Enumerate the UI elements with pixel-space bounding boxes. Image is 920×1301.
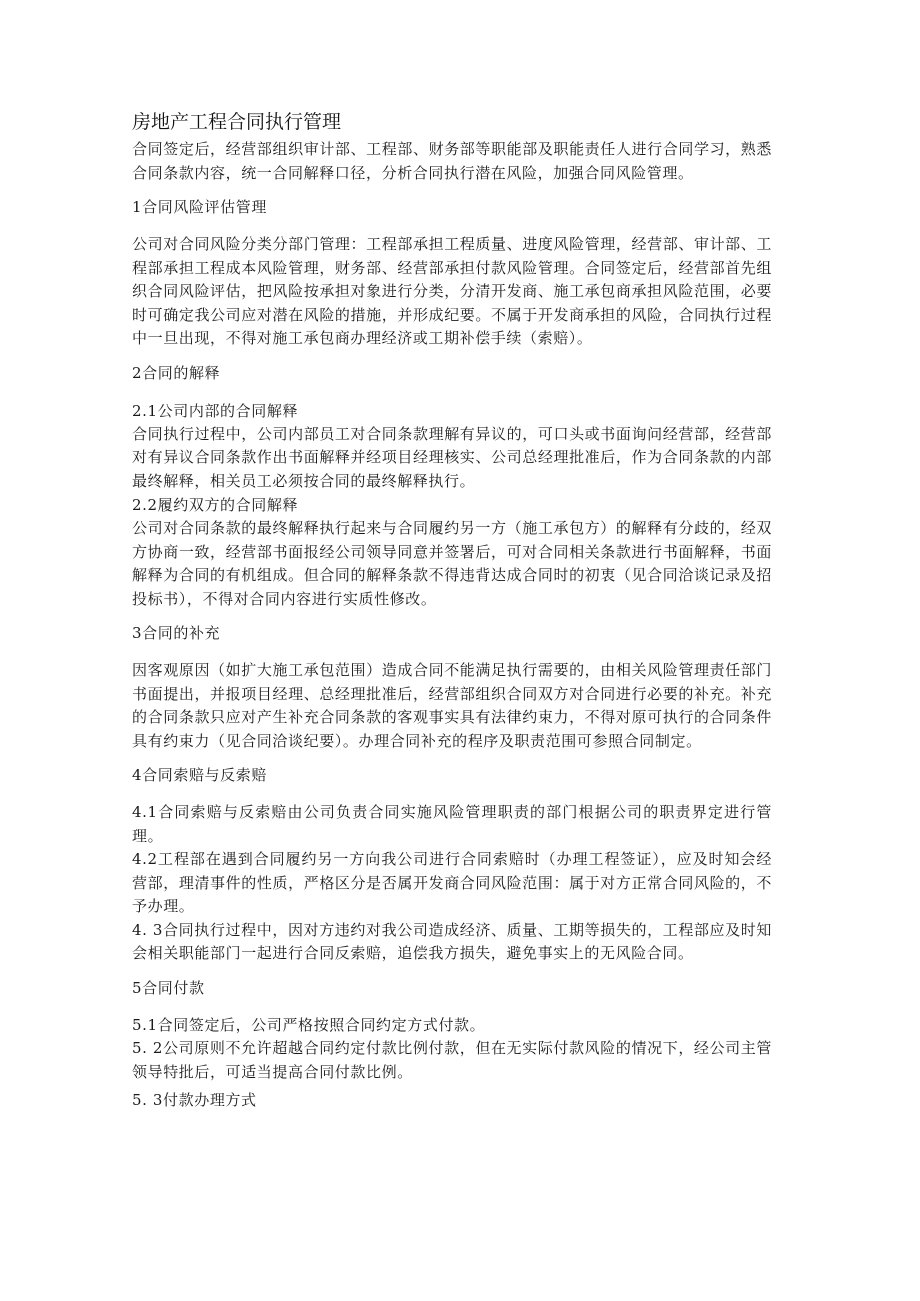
intro-paragraph: 合同签定后，经营部组织审计部、工程部、财务部等职能部及职能责任人进行合同学习，熟悉合同条款内容，统一合同解释口径，分析合同执行潜在风险，加强合同风险管理。 <box>132 140 772 182</box>
document-title: 房地产工程合同执行管理 <box>132 111 342 133</box>
section-2-2-heading: 2.2履约双方的合同解释 <box>132 496 299 514</box>
section-4-3-paragraph: 4. 3合同执行过程中，因对方违约对我公司造成经济、质量、工期等损失的，工程部应及时知会相关职能部门一起进行合同反索赔，追偿我方损失，避免事实上的无风险合同。 <box>132 920 772 962</box>
section-5-2-paragraph: 5. 2公司原则不允许超越合同约定付款比例付款，但在无实际付款风险的情况下，经公司主管领导特批后，可适当提高合同付款比例。 <box>132 1039 772 1081</box>
section-2-heading: 2合同的解释 <box>132 363 221 382</box>
section-1-body: 公司对合同风险分类分部门管理：工程部承担工程质量、进度风险管理，经营部、审计部、工程部承担工程成本风险管理，财务部、经营部承担付款风险管理。合同签定后，经营部首先组织合同风险评估，把风险按承担对象进行分类，分清开发商、施工承包商承担风险范围，必要时可确定我公司应对潜在风险的措施，并形成纪要。不属于开发商承担的风险，合同执行过程中一旦出现，不得对施工承包商办理经济或工期补偿手续（索赔）。 <box>132 235 772 347</box>
section-5-1-paragraph: 5.1合同签定后，公司严格按照合同约定方式付款。 <box>132 1015 486 1034</box>
section-5-3-paragraph: 5. 3付款办理方式 <box>132 1091 257 1109</box>
document-page <box>132 108 772 1112</box>
section-4-2-paragraph: 4.2工程部在遇到合同履约另一方向我公司进行合同索赔时（办理工程签证），应及时知会经营部，理清事件的性质，严格区分是否属开发商合同风险范围：属于对方正常合同风险的，不予办理。 <box>132 850 772 915</box>
section-4-heading: 4合同索赔与反索赔 <box>132 766 267 784</box>
section-2-2-body: 公司对合同条款的最终解释执行起来与合同履约另一方（施工承包方）的解释有分歧的，经双方协商一致，经营部书面报经公司领导同意并签署后，可对合同相关条款进行书面解释，书面解释为合同的有机组成。但合同的解释条款不得违背达成合同时的初衷（见合同洽谈记录及招投标书），不得对合同内容进行实质性修改。 <box>132 519 772 608</box>
section-5-heading: 5合同付款 <box>132 978 205 997</box>
section-3-heading: 3合同的补充 <box>132 624 221 642</box>
section-1-heading: 1合同风险评估管理 <box>132 198 267 216</box>
section-4-1-paragraph: 4.1合同索赔与反索赔由公司负责合同实施风险管理职责的部门根据公司的职责界定进行管理。 <box>132 803 772 845</box>
section-2-1-body: 合同执行过程中，公司内部员工对合同条款理解有异议的，可口头或书面询问经营部，经营部对有异议合同条款作出书面解释并经项目经理核实、公司总经理批准后，作为合同条款的内部最终解释，相关员工必须按合同的最终解释执行。 <box>132 424 772 490</box>
section-3-body: 因客观原因（如扩大施工承包范围）造成合同不能满足执行需要的，由相关风险管理责任部门书面提出，并报项目经理、总经理批准后，经营部组织合同双方对合同进行必要的补充。补充的合同条款只应对产生补充合同条款的客观事实具有法律约束力，不得对原可执行的合同条件具有约束力（见合同洽谈纪要）。办理合同补充的程序及职责范围可参照合同制定。 <box>132 661 772 750</box>
section-2-1-heading: 2.1公司内部的合同解释 <box>132 401 299 420</box>
